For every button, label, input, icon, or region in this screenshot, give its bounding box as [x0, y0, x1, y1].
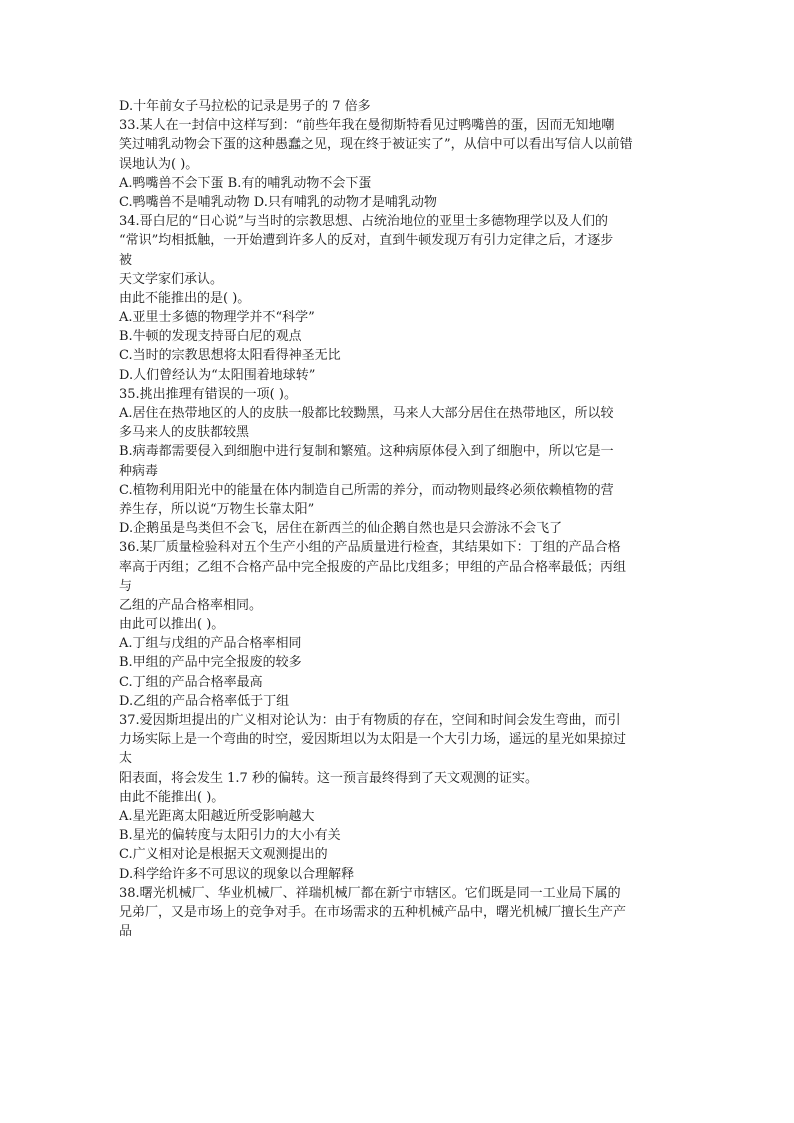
text-line: 笑过哺乳动物会下蛋的这种愚蠢之见，现在终于被证实了”，从信中可以看出写信人以前错	[119, 137, 633, 153]
text-line: D.十年前女子马拉松的记录是男子的 7 倍多	[119, 99, 371, 114]
text-line: 养生存，所以说“万物生长靠太阳”	[119, 501, 315, 517]
text-line: C.广义相对论是根据天文观测提出的	[119, 847, 328, 863]
text-line: 误地认为( )。	[119, 156, 199, 172]
text-line: B.星光的偏转度与太阳引力的大小有关	[119, 828, 341, 844]
text-line: 率高于丙组；乙组不合格产品中完全报废的产品比戊组多；甲组的产品合格率最低；丙组	[119, 559, 627, 575]
text-line: A.鸭嘴兽不会下蛋 B.有的哺乳动物不会下蛋	[119, 175, 372, 191]
text-line: C.鸭嘴兽不是哺乳动物 D.只有哺乳的动物才是哺乳动物	[119, 194, 437, 210]
text-line: C.植物利用阳光中的能量在体内制造自己所需的养分，而动物则最终必须依赖植物的营	[119, 482, 614, 498]
text-line: A.丁组与戊组的产品合格率相同	[119, 636, 302, 652]
text-line: 被	[119, 252, 133, 268]
text-line: 34.哥白尼的“日心说”与当时的宗教思想、占统治地位的亚里士多德物理学以及人们的	[119, 214, 608, 230]
text-line: A.星光距离太阳越近所受影响越大	[119, 808, 315, 824]
document-body	[119, 97, 679, 941]
text-line: 品	[119, 924, 133, 940]
text-line: 力场实际上是一个弯曲的时空，爱因斯坦以为太阳是一个大引力场，遥远的星光如果掠过	[119, 732, 627, 748]
text-line: 多马来人的皮肤都较黑	[119, 425, 250, 441]
text-line: 33.某人在一封信中这样写到：“前些年我在曼彻斯特看见过鸭嘴兽的蛋，因而无知地嘲	[119, 118, 615, 134]
text-line: D.乙组的产品合格率低于丁组	[119, 693, 290, 709]
text-line: 天文学家们承认。	[119, 271, 224, 287]
text-line: 35.挑出推理有错误的一项( )。	[119, 386, 297, 402]
text-line: 兄弟厂，又是市场上的竞争对手。在市场需求的五种机械产品中，曙光机械厂擅长生产产	[119, 904, 627, 920]
text-line: 阳表面，将会发生 1.7 秒的偏转。这一预言最终得到了天文观测的证实。	[119, 770, 538, 786]
text-line: 由此可以推出( )。	[119, 617, 225, 633]
text-line: 36.某厂质量检验科对五个生产小组的产品质量进行检查，其结果如下：丁组的产品合格	[119, 540, 621, 556]
text-line: B.牛顿的发现支持哥白尼的观点	[119, 329, 302, 345]
text-line: 由此不能推出( )。	[119, 789, 225, 805]
text-line: 与	[119, 578, 133, 594]
text-line: 种病毒	[119, 463, 159, 479]
text-line: 38.曙光机械厂、华业机械厂、祥瑞机械厂都在新宁市辖区。它们既是同一工业局下属的	[119, 885, 621, 901]
text-line: “常识”均相抵触，一开始遭到许多人的反对，直到牛顿发现万有引力定律之后，才逐步	[119, 233, 614, 249]
text-line: C.丁组的产品合格率最高	[119, 674, 263, 690]
text-line: 由此不能推出的是( )。	[119, 290, 251, 306]
text-line: D.人们曾经认为“太阳围着地球转”	[119, 367, 316, 383]
text-line: 37.爱因斯坦提出的广义相对论认为：由于有物质的存在，空间和时间会发生弯曲，而引	[119, 713, 621, 728]
text-line: C.当时的宗教思想将太阳看得神圣无比	[119, 348, 341, 364]
text-line: 乙组的产品合格率相同。	[119, 597, 263, 613]
text-line: B.甲组的产品中完全报废的较多	[119, 655, 302, 671]
text-line: B.病毒都需要侵入到细胞中进行复制和繁殖。这种病原体侵入到了细胞中，所以它是一	[119, 444, 614, 460]
text-line: 太	[119, 751, 133, 767]
text-line: D.科学给许多不可思议的现象以合理解释	[119, 866, 355, 882]
text-line: D.企鹅虽是鸟类但不会飞，居住在新西兰的仙企鹅自然也是只会游泳不会飞了	[119, 521, 563, 537]
text-line: A.亚里士多德的物理学并不“科学”	[119, 310, 315, 326]
text-line: A.居住在热带地区的人的皮肤一般都比较黝黑，马来人大部分居住在热带地区，所以较	[119, 406, 614, 421]
